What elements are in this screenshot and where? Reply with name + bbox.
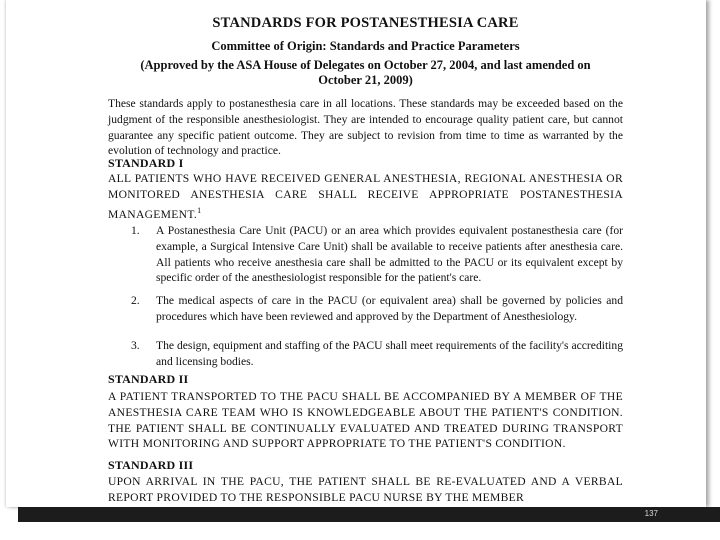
footer-bar (18, 507, 720, 522)
approval-line-1: (Approved by the ASA House of Delegates on October 27, 2004, and last amended on (140, 58, 591, 72)
footnote-marker: 1 (197, 205, 202, 215)
standard-statement: UPON ARRIVAL IN THE PACU, THE PATIENT SHALL BE RE-EVALUATED AND A VERBAL REPORT PROVIDED TO THE RESPONSIBLE PACU NURSE BY THE MEMBER (108, 475, 623, 504)
standard-statement: A PATIENT TRANSPORTED TO THE PACU SHALL BE ACCOMPANIED BY A MEMBER OF THE ANESTHESIA CARE TEAM WHO IS KNOWLEDGEABLE ABOUT THE PATIENT'S CONDITION. THE PATIENT SHALL BE CONTINUALLY EVALUATED AND TREATED DURING TRANSPORT WITH MONITORING AND SUPPORT APPROPRIATE TO THE PATIENT'S CONDITION. (108, 390, 623, 451)
item-number: 3. (131, 339, 140, 352)
intro-paragraph: These standards apply to postanesthesia care in all locations. These standards may be exceeded based on the judgment of the responsible anesthesiologist. They are intended to encourage quality patient care, but cannot guarantee any specific patient outcome. They are subject to revision from time to time as warranted by the evolution of technology and practice. (108, 97, 623, 158)
standard-heading: STANDARD II (108, 372, 189, 386)
item-text: A Postanesthesia Care Unit (PACU) or an area which provides equivalent postanesthesia care (for example, a Surgical Intensive Care Unit) shall be available to receive patients after anesthesia care. All patients who receive anesthesia care shall be admitted to the PACU or its equivalent except by specific order of the anesthesiologist responsible for the patient's care. (156, 224, 623, 285)
page-number: 137 (644, 509, 658, 518)
document-title: STANDARDS FOR POSTANESTHESIA CARE (212, 15, 519, 31)
item-number: 1. (131, 224, 140, 237)
standard-heading: STANDARD III (108, 458, 194, 472)
standard-statement-text: ALL PATIENTS WHO HAVE RECEIVED GENERAL ANESTHESIA, REGIONAL ANESTHESIA OR MONITORED ANESTHESIA CARE SHALL RECEIVE APPROPRIATE POSTANESTHESIA MANAGEMENT. (108, 172, 623, 221)
item-text: The design, equipment and staffing of the PACU shall meet requirements of the facility's accrediting and licensing bodies. (156, 339, 623, 368)
approval-line-2: October 21, 2009) (318, 73, 413, 87)
committee-line: Committee of Origin: Standards and Practice Parameters (211, 39, 520, 53)
document-page (6, 0, 706, 507)
item-text: The medical aspects of care in the PACU (or equivalent area) shall be governed by policies and procedures which have been reviewed and approved by the Department of Anesthesiology. (156, 294, 623, 323)
item-number: 2. (131, 294, 140, 307)
standard-statement (108, 171, 623, 222)
standard-heading: STANDARD I (108, 156, 184, 170)
